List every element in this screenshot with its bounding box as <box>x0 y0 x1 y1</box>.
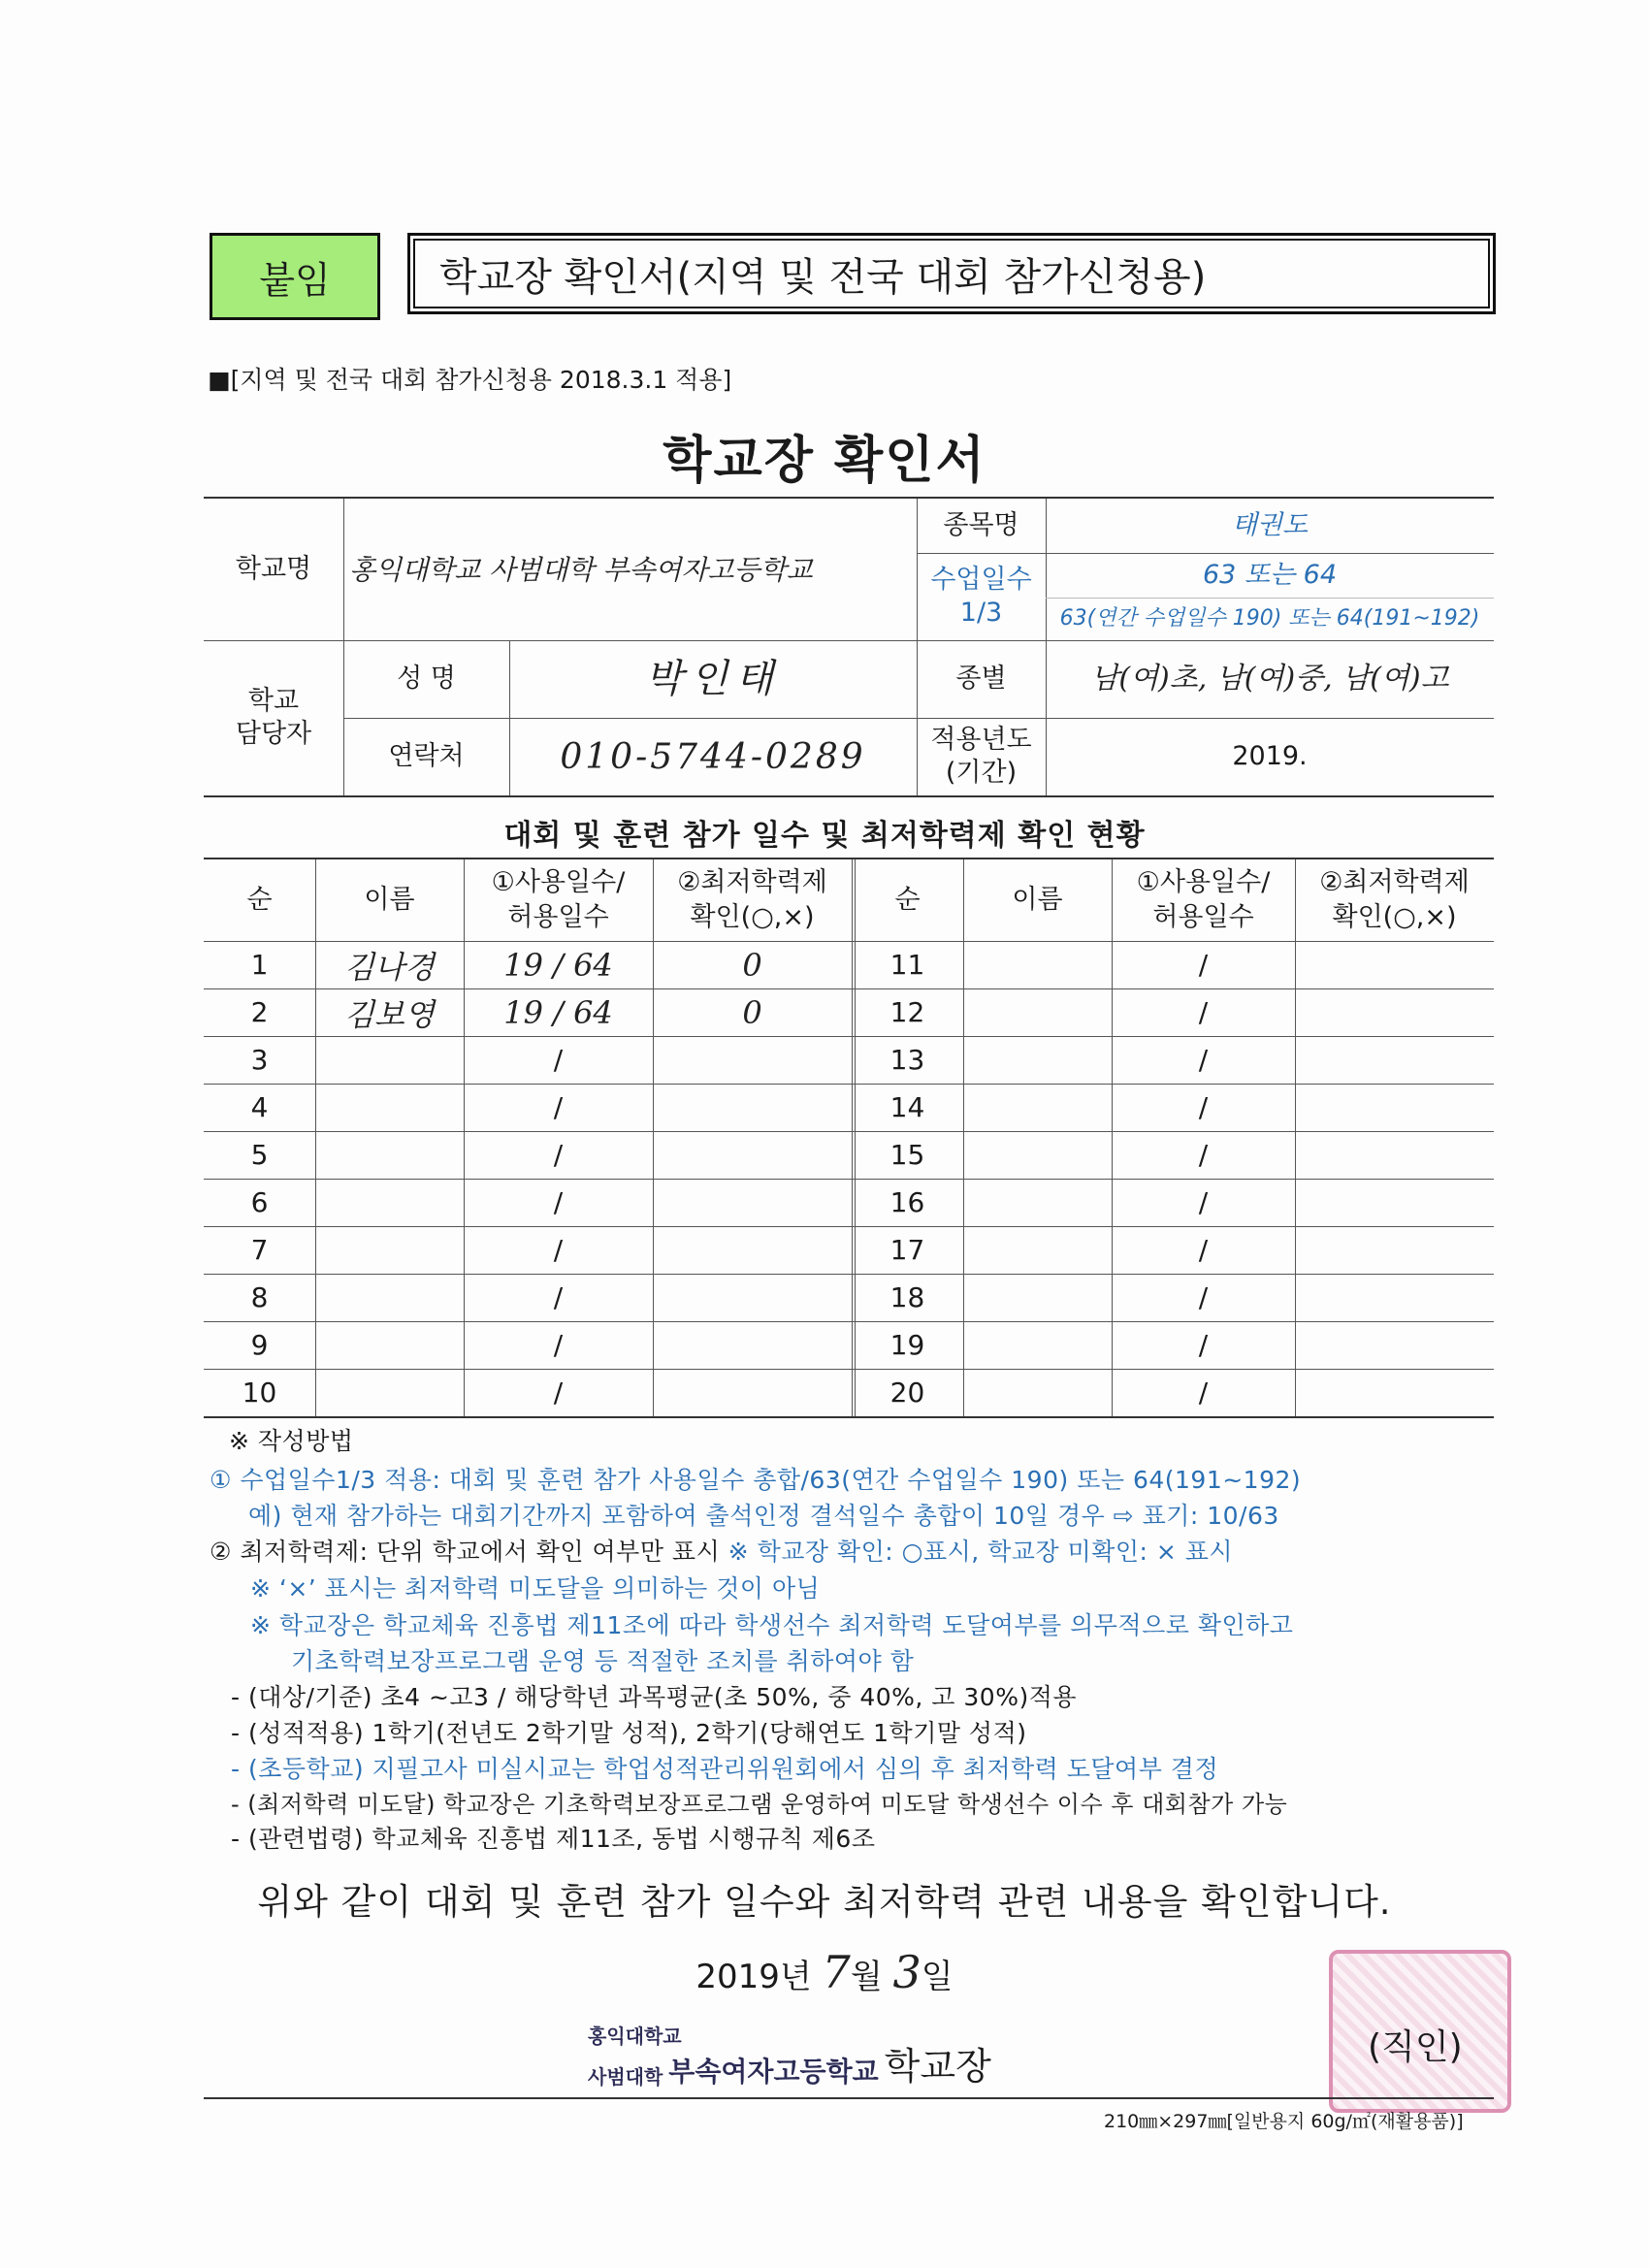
year-value: 2019. <box>1232 741 1308 772</box>
attach-badge: 붙임 <box>210 233 380 320</box>
principal-label: 학교장 <box>884 2045 991 2088</box>
left-row-6-check <box>653 1179 852 1226</box>
right-row-7-no: 17 <box>889 1234 925 1266</box>
left-row-6-days: / <box>553 1186 564 1218</box>
manager-label-line1: 학교 <box>247 686 300 717</box>
left-row-8-name <box>315 1274 464 1321</box>
note-4b: 기초학력보장프로그램 운영 등 적절한 조치를 취하여야 함 <box>291 1647 915 1675</box>
category-value: 남(여)초, 남(여)중, 남(여)고 <box>1090 662 1449 697</box>
notes-heading: ※ 작성방법 <box>229 1427 354 1455</box>
right-header-days <box>1112 859 1295 941</box>
right-header-name: 이름 <box>1012 884 1063 915</box>
right-row-2-no: 12 <box>889 996 925 1028</box>
name-label: 성 명 <box>397 664 456 695</box>
seal-label: (직인) <box>1368 2027 1463 2067</box>
right-row-3-days: / <box>1198 1044 1209 1076</box>
right-row-6-check <box>1295 1179 1494 1226</box>
right-header-check <box>1295 859 1494 941</box>
right-row-10-no: 20 <box>889 1377 925 1409</box>
left-header-days-line1: ①사용일수/ <box>491 866 626 897</box>
left-row-1-days: 19 / 64 <box>503 946 613 984</box>
note-5: - (대상/기준) 초4 ~고3 / 해당학년 과목평균(초 50%, 중 40%, 고 30%)적용 <box>231 1683 1077 1711</box>
year-label <box>917 718 1046 795</box>
note-3: ※ ‘×’ 표시는 최저학력 미도달을 의미하는 것이 아님 <box>250 1574 821 1603</box>
contact-value: 010-5744-0289 <box>560 736 866 777</box>
left-row-2-check: 0 <box>742 993 762 1031</box>
left-header-check-line2: 확인(○,×) <box>690 902 815 932</box>
right-row-1-days: / <box>1198 949 1209 981</box>
school-label: 학교명 <box>235 554 312 585</box>
right-header-days-line2: 허용일수 <box>1152 902 1254 932</box>
left-row-6-no: 6 <box>250 1186 269 1218</box>
left-row-4-check <box>653 1084 852 1131</box>
right-row-9-no: 19 <box>889 1329 925 1361</box>
right-row-1-name <box>963 941 1112 988</box>
left-row-3-days: / <box>553 1044 564 1076</box>
bottom-divider <box>204 2097 1494 2099</box>
left-row-5-no: 5 <box>250 1139 269 1171</box>
days-label-line1: 수업일수 <box>930 565 1032 596</box>
info-table <box>204 497 1494 797</box>
right-row-3-name <box>963 1036 1112 1084</box>
right-row-7-check <box>1295 1226 1494 1274</box>
days-label <box>917 553 1046 640</box>
left-row-9-days: / <box>553 1329 564 1361</box>
manager-label <box>204 640 343 795</box>
right-row-9-days: / <box>1198 1329 1209 1361</box>
note-6: - (성적적용) 1학기(전년도 2학기말 성적), 2학기(당해연도 1학기말 성적) <box>231 1719 1027 1747</box>
note-1a: ① 수업일수1/3 적용: 대회 및 훈련 참가 사용일수 총합/63(연간 수업일수 190) 또는 64(191~192) <box>210 1466 1302 1494</box>
right-row-1-no: 11 <box>889 949 925 981</box>
right-row-4-no: 14 <box>889 1091 925 1123</box>
right-row-10-check <box>1295 1369 1494 1416</box>
notice-line: ■[지역 및 전국 대회 참가신청용 2018.3.1 적용] <box>208 366 732 394</box>
right-row-2-check <box>1295 988 1494 1036</box>
left-row-6-name <box>315 1179 464 1226</box>
left-header-name: 이름 <box>364 884 415 915</box>
days-value-main: 63 또는 64 <box>1202 560 1338 591</box>
right-row-6-no: 16 <box>889 1186 925 1218</box>
right-row-4-name <box>963 1084 1112 1131</box>
left-header-check-line1: ②최저학력제 <box>677 866 827 897</box>
header-title: 학교장 확인서(지역 및 전국 대회 참가신청용) <box>407 233 1496 314</box>
note-2-text: ② 최저학력제: 단위 학교에서 확인 여부만 표시 <box>210 1538 721 1566</box>
manager-label-line2: 담당자 <box>235 719 312 749</box>
category-label: 종별 <box>955 664 1007 695</box>
left-row-8-days: / <box>553 1281 564 1313</box>
note-2 <box>210 1533 1233 1568</box>
document-title: 학교장 확인서 <box>663 432 986 490</box>
left-row-7-no: 7 <box>250 1234 269 1266</box>
note-7: - (초등학교) 지필고사 미실시교는 학업성적관리위원회에서 심의 후 최저학력 도달여부 결정 <box>231 1755 1219 1783</box>
date-day: 3 <box>892 1946 922 1998</box>
name-value: 박인태 <box>645 657 781 701</box>
left-row-1-check: 0 <box>742 946 762 984</box>
right-header-no: 순 <box>894 884 921 915</box>
left-row-1-no: 1 <box>250 949 269 981</box>
right-row-6-days: / <box>1198 1186 1209 1218</box>
left-header-days-line2: 허용일수 <box>507 902 609 932</box>
right-row-5-check <box>1295 1131 1494 1179</box>
left-row-7-name <box>315 1226 464 1274</box>
right-row-8-name <box>963 1274 1112 1321</box>
right-row-4-check <box>1295 1084 1494 1131</box>
left-row-4-days: / <box>553 1091 564 1123</box>
right-row-2-days: / <box>1198 996 1209 1028</box>
right-row-1-check <box>1295 941 1494 988</box>
status-table <box>204 858 1494 1418</box>
right-row-5-days: / <box>1198 1139 1209 1171</box>
left-row-10-no: 10 <box>242 1377 277 1409</box>
right-row-9-check <box>1295 1321 1494 1369</box>
left-row-10-check <box>653 1369 852 1416</box>
left-row-3-name <box>315 1036 464 1084</box>
left-row-2-days: 19 / 64 <box>503 993 613 1031</box>
date-day-unit: 일 <box>921 1958 954 1996</box>
left-row-9-name <box>315 1321 464 1369</box>
date-year: 2019년 <box>695 1958 812 1996</box>
contact-label: 연락처 <box>388 741 465 772</box>
right-row-8-no: 18 <box>889 1281 925 1313</box>
right-row-10-name <box>963 1369 1112 1416</box>
right-row-4-days: / <box>1198 1091 1209 1123</box>
school-stamp <box>588 2025 991 2088</box>
year-label-line2: (기간) <box>945 758 1018 788</box>
left-row-7-days: / <box>553 1234 564 1266</box>
stamp-line3: 부속여자고등학교 <box>668 2056 879 2088</box>
status-title: 대회 및 훈련 참가 일수 및 최저학력제 확인 현황 <box>503 819 1146 853</box>
right-row-2-name <box>963 988 1112 1036</box>
stamp-line1: 홍익대학교 <box>588 2025 682 2048</box>
note-1b: 예) 현재 참가하는 대회기간까지 포함하여 출석인정 결석일수 총합이 10일 경우 ⇨ 표기: 10/63 <box>248 1502 1279 1530</box>
days-label-line2: 1/3 <box>959 598 1003 628</box>
school-value: 홍익대학교 사범대학 부속여자고등학교 <box>349 553 813 586</box>
right-row-5-name <box>963 1131 1112 1179</box>
paper-spec: 210㎜×297㎜[일반용지 60g/㎡(재활용품)] <box>1104 2111 1464 2132</box>
right-row-9-name <box>963 1321 1112 1369</box>
right-row-10-days: / <box>1198 1377 1209 1409</box>
left-row-9-no: 9 <box>250 1329 269 1361</box>
right-row-7-days: / <box>1198 1234 1209 1266</box>
confirm-statement: 위와 같이 대회 및 훈련 참가 일수와 최저학력 관련 내용을 확인합니다. <box>257 1881 1392 1923</box>
left-row-3-check <box>653 1036 852 1084</box>
right-row-5-no: 15 <box>889 1139 925 1171</box>
left-row-10-name <box>315 1369 464 1416</box>
days-value-detail: 63(연간 수업일수 190) 또는 64(191~192) <box>1059 606 1480 632</box>
right-row-8-check <box>1295 1274 1494 1321</box>
right-row-7-name <box>963 1226 1112 1274</box>
left-header-check <box>653 859 852 941</box>
stamp-line2: 사범대학 <box>588 2064 663 2089</box>
right-row-3-check <box>1295 1036 1494 1084</box>
left-row-8-check <box>653 1274 852 1321</box>
left-row-2-no: 2 <box>250 996 269 1028</box>
left-row-5-days: / <box>553 1139 564 1171</box>
sport-label: 종목명 <box>943 510 1019 541</box>
note-4a: ※ 학교장은 학교체육 진흥법 제11조에 따라 학생선수 최저학력 도달여부를 의무적으로 확인하고 <box>250 1611 1294 1639</box>
year-label-line1: 적용년도 <box>930 725 1032 756</box>
right-row-3-no: 13 <box>889 1044 925 1076</box>
left-row-8-no: 8 <box>250 1281 269 1313</box>
left-row-4-no: 4 <box>250 1091 269 1123</box>
left-row-9-check <box>653 1321 852 1369</box>
left-row-5-check <box>653 1131 852 1179</box>
date-month: 7 <box>822 1946 851 1998</box>
left-row-1-name: 김나경 <box>344 948 435 986</box>
sport-value: 태권도 <box>1231 510 1309 541</box>
note-9: - (관련법령) 학교체육 진흥법 제11조, 동법 시행규칙 제6조 <box>231 1825 876 1853</box>
right-row-6-name <box>963 1179 1112 1226</box>
left-row-3-no: 3 <box>250 1044 269 1076</box>
left-row-7-check <box>653 1226 852 1274</box>
left-header-no: 순 <box>246 884 273 915</box>
note-8: - (최저학력 미도달) 학교장은 기초학력보장프로그램 운영하여 미도달 학생선수 이수 후 대회참가 가능 <box>231 1791 1288 1818</box>
right-header-days-line1: ①사용일수/ <box>1136 866 1271 897</box>
left-header-days <box>464 859 653 941</box>
right-row-8-days: / <box>1198 1281 1209 1313</box>
left-row-5-name <box>315 1131 464 1179</box>
right-header-check-line1: ②최저학력제 <box>1319 866 1470 897</box>
left-row-10-days: / <box>553 1377 564 1409</box>
left-row-2-name: 김보영 <box>344 995 435 1033</box>
right-header-check-line2: 확인(○,×) <box>1332 902 1457 932</box>
date-month-unit: 월 <box>850 1958 883 1996</box>
note-2-blue: ※ 학교장 확인: ○표시, 학교장 미확인: × 표시 <box>728 1538 1234 1566</box>
left-row-4-name <box>315 1084 464 1131</box>
